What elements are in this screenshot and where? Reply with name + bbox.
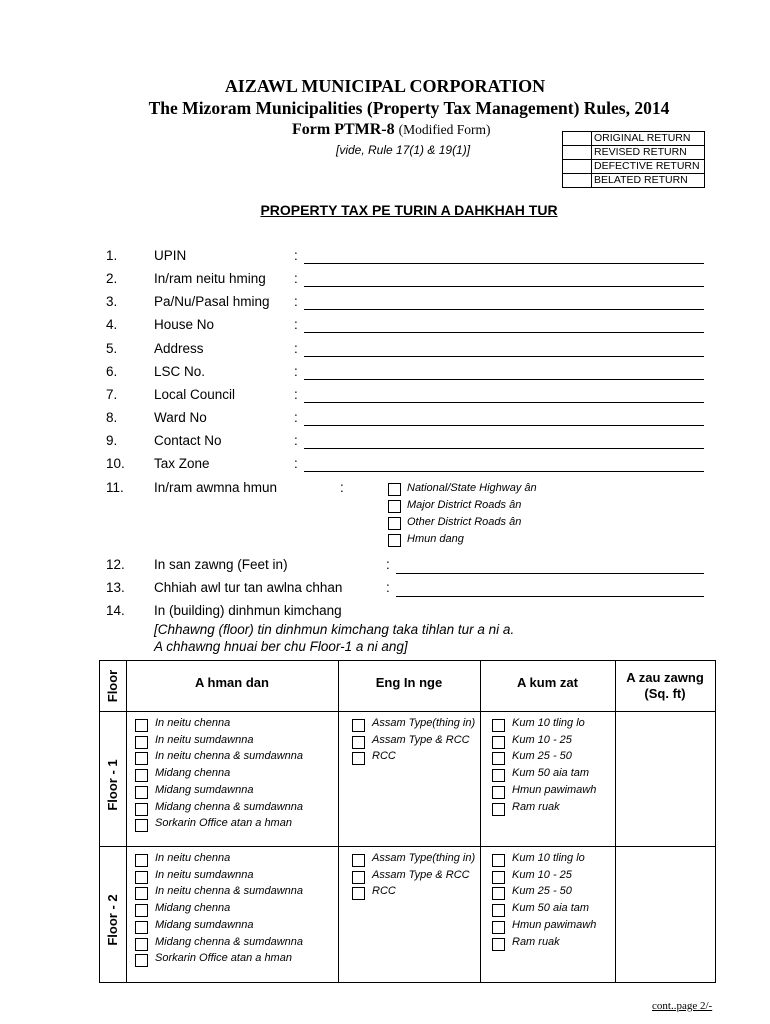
area-header: A zau zawng xyxy=(626,670,704,685)
continuation-note: cont..page 2/- xyxy=(652,1000,713,1012)
usage-option: In neitu chenna & sumdawnna xyxy=(155,885,303,898)
age-checkbox[interactable] xyxy=(492,921,505,934)
item-number: 12. xyxy=(106,557,125,572)
return-label: DEFECTIVE RETURN xyxy=(592,160,705,174)
age-option: Kum 25 - 50 xyxy=(512,885,572,898)
building-type-option: RCC xyxy=(372,750,396,763)
return-type-table xyxy=(562,131,705,188)
return-label: BELATED RETURN xyxy=(592,174,705,188)
usage-checkbox[interactable] xyxy=(135,854,148,867)
usage-checkbox[interactable] xyxy=(135,819,148,832)
field-label: Tax Zone xyxy=(154,456,210,471)
colon: : xyxy=(340,480,344,495)
building-type-checkbox[interactable] xyxy=(352,887,365,900)
age-checkbox[interactable] xyxy=(492,904,505,917)
return-label: REVISED RETURN xyxy=(592,146,705,160)
usage-checkbox[interactable] xyxy=(135,921,148,934)
floor-note: A chhawng hnuai ber chu Floor-1 a ni ang] xyxy=(154,639,408,654)
field-label: In/ram neitu hming xyxy=(154,271,266,286)
usage-checkbox[interactable] xyxy=(135,938,148,951)
field-number: 3. xyxy=(106,294,118,309)
field-number: 7. xyxy=(106,387,118,402)
field-label: Address xyxy=(154,341,204,356)
usage-checkbox[interactable] xyxy=(135,803,148,816)
table-border-right xyxy=(715,660,716,983)
return-checkbox-original[interactable] xyxy=(563,132,592,146)
age-option: Kum 50 aia tam xyxy=(512,902,590,915)
floor-note: [Chhawng (floor) tin dinhmun kimchang taka tihlan tur a ni a. xyxy=(154,622,515,637)
return-checkbox-belated[interactable] xyxy=(563,174,592,188)
age-option: Kum 25 - 50 xyxy=(512,750,572,763)
field-number: 9. xyxy=(106,433,118,448)
field-input-line[interactable] xyxy=(304,286,704,287)
usage-checkbox[interactable] xyxy=(135,769,148,782)
field-label: Pa/Nu/Pasal hming xyxy=(154,294,270,309)
age-checkbox[interactable] xyxy=(492,803,505,816)
building-size-field[interactable] xyxy=(396,573,704,574)
usage-option: In neitu sumdawnna xyxy=(155,733,254,746)
usage-option: Midang chenna xyxy=(155,902,231,915)
field-label: UPIN xyxy=(154,248,187,263)
colon: : xyxy=(294,410,298,425)
table-border-bottom xyxy=(99,982,716,983)
form-section-title: PROPERTY TAX PE TURIN A DAHKHAH TUR xyxy=(260,202,558,218)
age-checkbox[interactable] xyxy=(492,938,505,951)
field-label: Contact No xyxy=(154,433,222,448)
area-input-cell[interactable] xyxy=(616,847,715,981)
location-option-label: Other District Roads ân xyxy=(407,516,522,528)
age-checkbox[interactable] xyxy=(492,854,505,867)
age-checkbox[interactable] xyxy=(492,736,505,749)
floor-label: Floor - 2 xyxy=(105,894,120,946)
colon: : xyxy=(386,557,390,572)
building-type-checkbox[interactable] xyxy=(352,752,365,765)
field-input-line[interactable] xyxy=(304,425,704,426)
usage-option: Midang sumdawnna xyxy=(155,918,254,931)
rules-title: The Mizoram Municipalities (Property Tax Management) Rules, 2014 xyxy=(148,98,670,118)
vide-note: [vide, Rule 17(1) & 19(1)] xyxy=(336,143,471,157)
item-label: In (building) dinhmun kimchang xyxy=(154,603,342,618)
field-input-line[interactable] xyxy=(304,263,704,264)
building-type-checkbox[interactable] xyxy=(352,719,365,732)
age-option: Ram ruak xyxy=(512,800,560,813)
location-option-label: National/State Highway ân xyxy=(407,482,537,494)
field-label: House No xyxy=(154,317,215,332)
usage-header: A hman dan xyxy=(195,675,269,690)
usage-checkbox[interactable] xyxy=(135,871,148,884)
usage-checkbox[interactable] xyxy=(135,752,148,765)
field-input-line[interactable] xyxy=(304,332,704,333)
usage-option: In neitu chenna xyxy=(155,717,231,729)
usage-checkbox[interactable] xyxy=(135,904,148,917)
usage-option: Sorkarin Office atan a hman xyxy=(155,952,292,965)
field-number: 10. xyxy=(106,456,125,471)
age-option: Hmun pawimawh xyxy=(512,783,597,796)
usage-option: In neitu chenna xyxy=(155,852,231,864)
age-header: A kum zat xyxy=(517,675,578,690)
area-unit-header: (Sq. ft) xyxy=(644,686,686,701)
item-number: 13. xyxy=(106,580,125,595)
age-checkbox[interactable] xyxy=(492,786,505,799)
usage-option: In neitu chenna & sumdawnna xyxy=(155,750,303,763)
age-option: Ram ruak xyxy=(512,935,560,948)
colon: : xyxy=(294,387,298,402)
usage-option: Midang chenna & sumdawnna xyxy=(155,935,303,948)
colon: : xyxy=(386,580,390,595)
building-type-option: Assam Type & RCC xyxy=(372,868,470,881)
colon: : xyxy=(294,433,298,448)
org-title: AIZAWL MUNICIPAL CORPORATION xyxy=(224,76,546,96)
building-type-option: Assam Type(thing in) xyxy=(372,717,476,729)
field-number: 5. xyxy=(106,341,118,356)
checkbox[interactable] xyxy=(388,500,401,513)
checkbox[interactable] xyxy=(388,534,401,547)
building-type-checkbox[interactable] xyxy=(352,871,365,884)
exemption-reason-field[interactable] xyxy=(396,596,704,597)
building-type-header: Eng In nge xyxy=(375,675,443,690)
colon: : xyxy=(294,341,298,356)
age-checkbox[interactable] xyxy=(492,871,505,884)
floor-header: Floor xyxy=(105,669,120,703)
age-option: Kum 10 - 25 xyxy=(512,733,572,746)
area-input-cell[interactable] xyxy=(616,712,715,846)
age-option: Kum 10 - 25 xyxy=(512,868,572,881)
item-label: In san zawng (Feet in) xyxy=(154,557,288,572)
age-option: Kum 10 tling lo xyxy=(512,717,585,729)
usage-option: Sorkarin Office atan a hman xyxy=(155,817,292,830)
table-col-divider xyxy=(480,660,481,983)
field-number: 6. xyxy=(106,364,118,379)
colon: : xyxy=(294,364,298,379)
usage-checkbox[interactable] xyxy=(135,719,148,732)
field-label: Local Council xyxy=(154,387,236,402)
field-input-line[interactable] xyxy=(304,309,704,310)
field-label: LSC No. xyxy=(154,364,206,379)
floor-label: Floor - 1 xyxy=(105,759,120,811)
location-option-label: Major District Roads ân xyxy=(407,499,522,511)
table-border-top xyxy=(99,660,716,661)
field-input-line[interactable] xyxy=(304,379,704,380)
return-checkbox-defective[interactable] xyxy=(563,160,592,174)
colon: : xyxy=(294,271,298,286)
age-option: Kum 50 aia tam xyxy=(512,767,590,780)
age-checkbox[interactable] xyxy=(492,752,505,765)
checkbox[interactable] xyxy=(388,483,401,496)
item-label: In/ram awmna hmun xyxy=(154,480,278,495)
location-option-label: Hmun dang xyxy=(407,533,464,545)
usage-option: Midang sumdawnna xyxy=(155,783,254,796)
usage-checkbox[interactable] xyxy=(135,736,148,749)
field-input-line[interactable] xyxy=(304,402,704,403)
usage-option: In neitu sumdawnna xyxy=(155,868,254,881)
building-type-checkbox[interactable] xyxy=(352,854,365,867)
colon: : xyxy=(294,456,298,471)
age-option: Kum 10 tling lo xyxy=(512,852,585,864)
form-title xyxy=(292,121,491,139)
field-number: 1. xyxy=(106,248,118,263)
usage-checkbox[interactable] xyxy=(135,887,148,900)
usage-option: Midang chenna & sumdawnna xyxy=(155,800,303,813)
field-input-line[interactable] xyxy=(304,448,704,449)
field-input-line[interactable] xyxy=(304,356,704,357)
age-option: Hmun pawimawh xyxy=(512,918,597,931)
building-type-option: Assam Type(thing in) xyxy=(372,852,476,864)
age-checkbox[interactable] xyxy=(492,887,505,900)
return-label: ORIGINAL RETURN xyxy=(592,132,705,146)
checkbox[interactable] xyxy=(388,517,401,530)
usage-checkbox[interactable] xyxy=(135,786,148,799)
item-label: Chhiah awl tur tan awlna chhan xyxy=(154,580,343,595)
field-number: 8. xyxy=(106,410,118,425)
table-col-divider xyxy=(126,660,127,983)
building-type-option: RCC xyxy=(372,885,396,898)
age-checkbox[interactable] xyxy=(492,719,505,732)
building-type-option: Assam Type & RCC xyxy=(372,733,470,746)
age-checkbox[interactable] xyxy=(492,769,505,782)
usage-option: Midang chenna xyxy=(155,767,231,780)
item-number: 11. xyxy=(106,480,124,495)
colon: : xyxy=(294,248,298,263)
item-number: 14. xyxy=(106,603,125,618)
usage-checkbox[interactable] xyxy=(135,954,148,967)
building-type-checkbox[interactable] xyxy=(352,736,365,749)
field-number: 2. xyxy=(106,271,118,286)
form-name: Form PTMR-8 xyxy=(292,121,395,138)
table-border-left xyxy=(99,660,100,983)
field-number: 4. xyxy=(106,317,118,332)
field-label: Ward No xyxy=(154,410,207,425)
colon: : xyxy=(294,317,298,332)
field-input-line[interactable] xyxy=(304,471,704,472)
return-checkbox-revised[interactable] xyxy=(563,146,592,160)
table-col-divider xyxy=(338,660,339,983)
form-note: (Modified Form) xyxy=(398,122,491,137)
colon: : xyxy=(294,294,298,309)
